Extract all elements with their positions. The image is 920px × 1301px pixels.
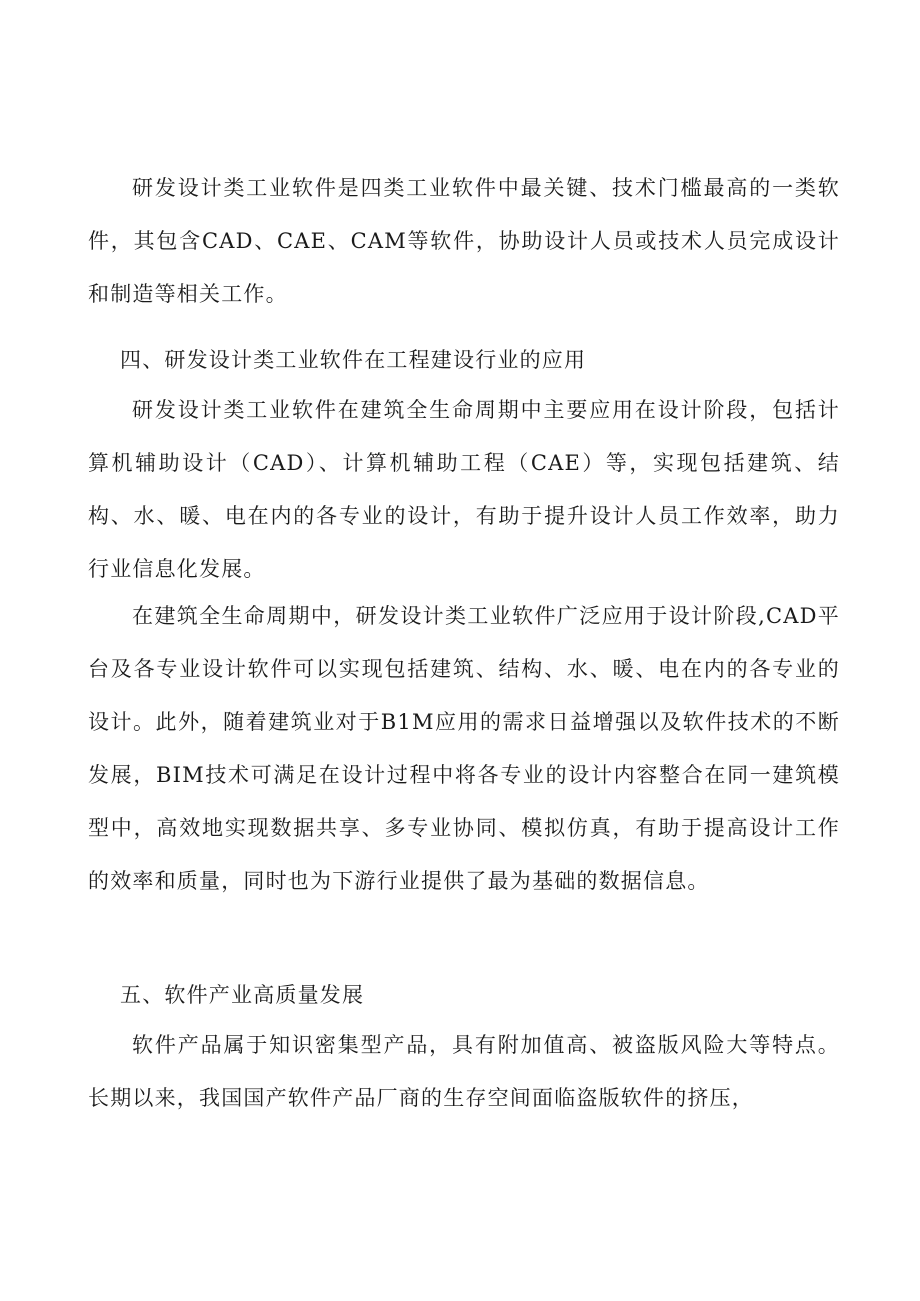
section-heading-4: 四、研发设计类工业软件在工程建设行业的应用: [120, 348, 587, 372]
paragraph-construction-application: 研发设计类工业软件在建筑全生命周期中主要应用在设计阶段，包括计算机辅助设计（CAD）、计算机辅助工程（CAE）等，实现包括建筑、结构、水、暖、电在内的各专业的设计，有助于提升设计人员工作效率，助力行业信息化发展。: [88, 398, 840, 581]
paragraph-software-industry: 软件产品属于知识密集型产品，具有附加值高、被盗版风险大等特点。长期以来，我国国产软件产品厂商的生存空间面临盗版软件的挤压，: [88, 1033, 840, 1110]
paragraph-bim-design: 在建筑全生命周期中，研发设计类工业软件广泛应用于设计阶段,CAD平台及各专业设计软件可以实现包括建筑、结构、水、暖、电在内的各专业的设计。此外，随着建筑业对于B1M应用的需求日益增强以及软件技术的不断发展，BIM技术可满足在设计过程中将各专业的设计内容整合在同一建筑模型中，高效地实现数据共享、多专业协同、模拟仿真，有助于提高设计工作的效率和质量，同时也为下游行业提供了最为基础的数据信息。: [88, 604, 840, 893]
section-heading-5: 五、软件产业高质量发展: [120, 983, 365, 1007]
paragraph-rd-software-intro: 研发设计类工业软件是四类工业软件中最关键、技术门槛最高的一类软件，其包含CAD、CAE、CAM等软件，协助设计人员或技术人员完成设计和制造等相关工作。: [88, 176, 840, 306]
